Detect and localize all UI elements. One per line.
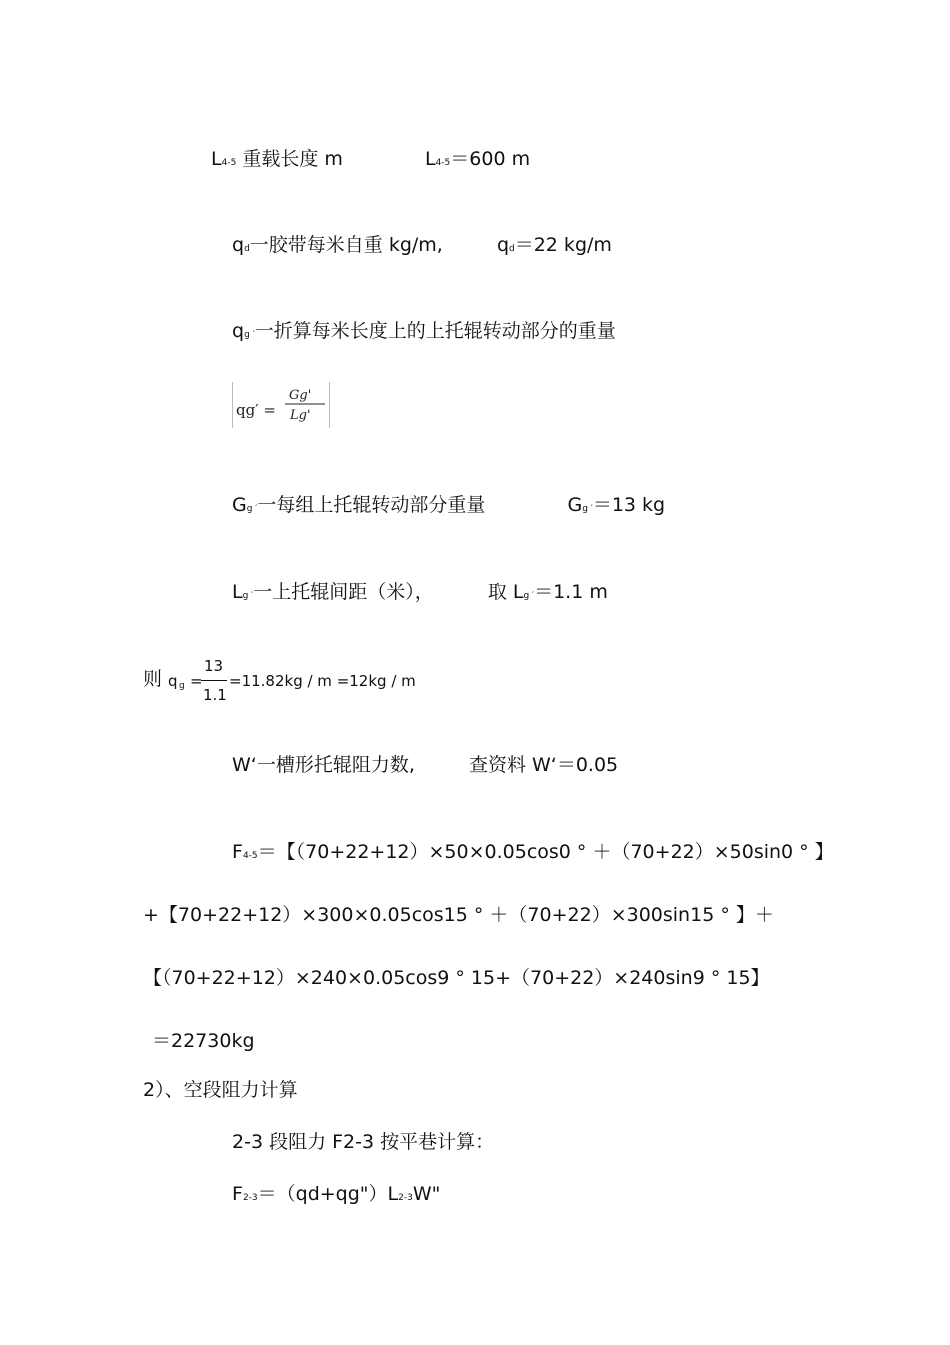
symbol-L: L [232, 581, 243, 603]
value-prefix: 取 L [487, 581, 524, 603]
symbol-q: q [232, 320, 245, 342]
symbol-q: q [496, 234, 509, 256]
f45-equation-line-1 [232, 843, 834, 862]
symbol-L: L [424, 148, 436, 170]
symbol-subscript: g ′ [246, 504, 258, 514]
fraction-denominator: 1.1 [203, 686, 227, 704]
idler-resistance-line [232, 756, 618, 775]
definition-text: 一上托辊间距（米）， [253, 581, 434, 603]
equation-text: ＝【（70+22+12）×50×0.05cos0 ° ＋（70+22）×50sin0 ° 】 [257, 841, 834, 863]
f45-result: ＝22730kg [152, 1030, 255, 1052]
equation-text: ＝（qd+qg"）L [257, 1183, 399, 1205]
value-text: ＝600 m [450, 148, 531, 170]
idler-spacing-line [232, 583, 608, 602]
fraction-numerator: 13 [204, 657, 224, 675]
heavy-load-length-line [211, 150, 530, 169]
definition-text: 一胶带每米自重 kg/m, [249, 234, 443, 256]
fraction-bar [201, 680, 227, 681]
symbol-G: G [232, 494, 247, 516]
f45-equation-line-3: 【（70+22+12）×240×0.05cos9 ° 15+（70+22）×240sin9 ° 15】 [143, 967, 770, 989]
definition-text: 重载长度 m [236, 148, 343, 170]
f45-equation-line-2: +【70+22+12）×300×0.05cos15 ° ＋（70+22）×300sin15 ° 】＋ [143, 904, 774, 926]
definition-text: 一每组上托辊转动部分重量 [257, 494, 486, 516]
symbol-G: G [567, 494, 583, 516]
definition-text: 一折算每米长度上的上托辊转动部分的重量 [254, 320, 616, 342]
symbol-L: L [211, 148, 222, 170]
idler-group-weight-line [232, 496, 665, 515]
formula-image [232, 382, 330, 428]
symbol-subscript: g [179, 681, 185, 691]
formula-svg [233, 382, 329, 428]
symbol-subscript: 2-3 [398, 1193, 413, 1203]
definition-text: W‘一槽形托辊阻力数, [232, 754, 415, 776]
equals-sign: = [190, 672, 203, 690]
symbol-subscript: g ′ [582, 504, 593, 514]
value-text: ＝22 kg/m [514, 234, 612, 256]
symbol-q: q [232, 234, 245, 256]
symbol-subscript: d [244, 244, 250, 254]
symbol-subscript: 4-5 [435, 158, 451, 168]
symbol-subscript: 4-5 [242, 851, 258, 861]
value-text: 查资料 W‘＝0.05 [468, 754, 619, 776]
symbol-subscript: 4-5 [221, 158, 237, 168]
segment-resistance-line: 2-3 段阻力 F2-3 按平巷计算： [232, 1131, 495, 1153]
symbol-subscript: 2-3 [242, 1193, 258, 1203]
section-heading: 2）、空段阻力计算 [143, 1079, 298, 1101]
belt-weight-line [232, 236, 612, 255]
idler-weight-definition-line [232, 322, 616, 341]
symbol-subscript: g ′ [244, 330, 255, 340]
formula-lhs: qg′ = [236, 401, 276, 419]
symbol-F: F [232, 1183, 243, 1205]
symbol-subscript: d [509, 244, 515, 254]
symbol-q: q [168, 672, 178, 690]
f23-formula-line [232, 1185, 440, 1204]
result-text: =11.82kg / m =12kg / m [229, 672, 416, 690]
equation-text: W" [412, 1183, 441, 1205]
formula-numerator: Gg' [289, 388, 312, 403]
symbol-F: F [232, 841, 243, 863]
formula-denominator: Lg' [290, 408, 311, 423]
symbol-subscript: g ′ [523, 591, 535, 601]
qg-calculation [143, 658, 443, 708]
prefix-text: 则 [143, 668, 163, 690]
symbol-subscript: g ′ [242, 591, 254, 601]
value-text: ＝1.1 m [534, 581, 608, 603]
value-text: ＝13 kg [592, 494, 666, 516]
